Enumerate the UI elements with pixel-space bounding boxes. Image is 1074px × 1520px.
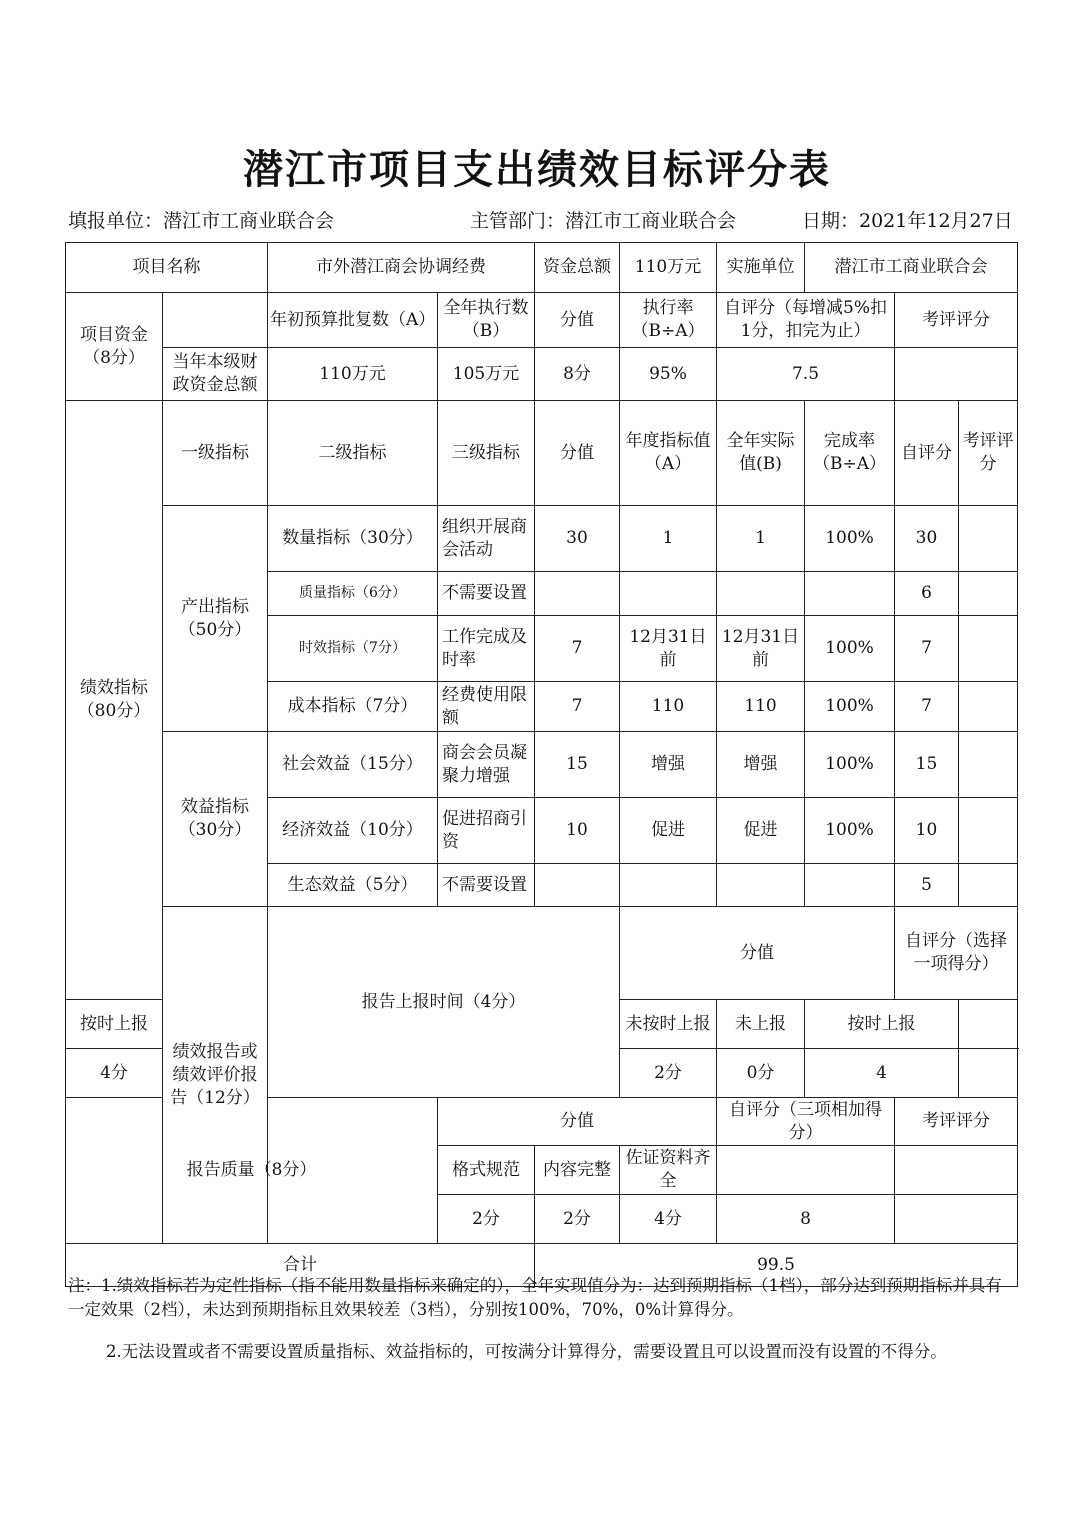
report-option-late: 未按时上报 — [620, 1000, 717, 1049]
indicator-score: 7 — [535, 682, 620, 732]
indicator-row — [66, 506, 1018, 572]
indicator-review — [959, 616, 1018, 682]
reporting-unit: 填报单位：潜江市工商业联合会 — [68, 210, 335, 232]
indicator-score: 15 — [535, 732, 620, 798]
impl-unit: 潜江市工商业联合会 — [805, 243, 1018, 293]
report-value-none: 0分 — [717, 1049, 805, 1098]
indicator-self: 10 — [895, 798, 959, 864]
indicator-row — [66, 732, 1018, 798]
indicator-score: 30 — [535, 506, 620, 572]
funds-score: 8分 — [535, 348, 620, 401]
indicator-rate: 100% — [805, 506, 895, 572]
quality-review-cell — [895, 1146, 1018, 1195]
indicator-score: 10 — [535, 798, 620, 864]
funds-label: 项目资金（8分） — [66, 293, 163, 401]
project-name-label: 项目名称 — [66, 243, 268, 293]
funds-blank — [163, 293, 268, 348]
funds-self-header: 自评分（每增减5%扣1分，扣完为止） — [717, 293, 895, 348]
funds-self-score: 7.5 — [717, 348, 895, 401]
quality-item-content: 内容完整 — [535, 1146, 620, 1195]
indicator-level3: 不需要设置 — [438, 864, 535, 907]
exec-rate: 95% — [620, 348, 717, 401]
report-time-self-score: 4 — [805, 1049, 959, 1098]
indicator-score — [535, 572, 620, 616]
budget-value: 110万元 — [268, 348, 438, 401]
indicator-level3: 工作完成及时率 — [438, 616, 535, 682]
indicator-actual: 增强 — [717, 732, 805, 798]
quality-self-score: 8 — [717, 1195, 895, 1244]
indicator-target — [620, 572, 717, 616]
exec-value: 105万元 — [438, 348, 535, 401]
indicator-level3: 经费使用限额 — [438, 682, 535, 732]
completion-header: 完成率（B÷A） — [805, 401, 895, 506]
indicator-score — [535, 864, 620, 907]
indicator-rate — [805, 572, 895, 616]
perf-review-header: 考评评分 — [959, 401, 1018, 506]
supervising-department: 主管部门：潜江市工商业联合会 — [470, 210, 737, 232]
indicator-level2: 成本指标（7分） — [268, 682, 438, 732]
indicator-target: 1 — [620, 506, 717, 572]
indicator-score: 7 — [535, 616, 620, 682]
indicator-level2: 生态效益（5分） — [268, 864, 438, 907]
indicator-level2: 经济效益（10分） — [268, 798, 438, 864]
report-time-review-cell — [959, 1000, 1018, 1049]
fund-total: 110万元 — [620, 243, 717, 293]
indicator-rate: 100% — [805, 798, 895, 864]
report-time-self-header: 自评分（选择一项得分） — [895, 907, 1018, 1000]
target-header: 年度指标值（A） — [620, 401, 717, 506]
exec-header: 全年执行数（B） — [438, 293, 535, 348]
report-label: 绩效报告或绩效评价报告（12分） — [163, 907, 268, 1244]
perf-score-header: 分值 — [535, 401, 620, 506]
indicator-level2: 社会效益（15分） — [268, 732, 438, 798]
indicator-rate: 100% — [805, 732, 895, 798]
notes — [68, 1274, 1008, 1364]
indicator-rate: 100% — [805, 616, 895, 682]
benefit-label: 效益指标（30分） — [163, 732, 268, 907]
report-time-score-header: 分值 — [620, 907, 895, 1000]
indicator-review — [959, 682, 1018, 732]
report-time-self-choice: 按时上报 — [805, 1000, 959, 1049]
project-name: 市外潜江商会协调经费 — [268, 243, 535, 293]
note-2: 2.无法设置或者不需要设置质量指标、效益指标的，可按满分计算得分，需要设置且可以设置而没有设置的不得分。 — [106, 1342, 947, 1361]
perf-self-header: 自评分 — [895, 401, 959, 506]
indicator-target: 促进 — [620, 798, 717, 864]
indicator-self: 7 — [895, 616, 959, 682]
indicator-level3: 组织开展商会活动 — [438, 506, 535, 572]
indicator-self: 6 — [895, 572, 959, 616]
indicator-target: 增强 — [620, 732, 717, 798]
report-option-none: 未上报 — [717, 1000, 805, 1049]
indicator-level2: 时效指标（7分） — [268, 616, 438, 682]
indicator-actual — [717, 572, 805, 616]
indicator-target — [620, 864, 717, 907]
indicator-review — [959, 864, 1018, 907]
score-table — [65, 242, 1018, 1287]
funds-row-label: 当年本级财政资金总额 — [163, 348, 268, 401]
report-quality-score-header: 分值 — [438, 1098, 717, 1146]
indicator-actual: 12月31日前 — [717, 616, 805, 682]
quality-value-evidence: 4分 — [620, 1195, 717, 1244]
indicator-level2: 质量指标（6分） — [268, 572, 438, 616]
indicator-review — [959, 506, 1018, 572]
level1-header: 一级指标 — [163, 401, 268, 506]
quality-item-evidence: 佐证资料齐全 — [620, 1146, 717, 1195]
fund-total-label: 资金总额 — [535, 243, 620, 293]
total-label: 合计 — [66, 1244, 535, 1287]
report-time-review-score — [959, 1049, 1018, 1098]
perf-header-row — [66, 401, 1018, 506]
quality-value-content: 2分 — [535, 1195, 620, 1244]
total-value: 99.5 — [535, 1244, 1018, 1287]
indicator-actual: 110 — [717, 682, 805, 732]
indicator-review — [959, 798, 1018, 864]
quality-value-format: 2分 — [438, 1195, 535, 1244]
report-value-late: 2分 — [620, 1049, 717, 1098]
indicator-level3: 不需要设置 — [438, 572, 535, 616]
indicator-level2: 数量指标（30分） — [268, 506, 438, 572]
funds-review-score — [895, 348, 1018, 401]
report-quality-self-header: 自评分（三项相加得分） — [717, 1098, 895, 1146]
indicator-self: 5 — [895, 864, 959, 907]
note-1: 注：1.绩效指标若为定性指标（指不能用数量指标来确定的），全年实现值分为：达到预期指标（1档），部分达到预期指标并具有一定效果（2档），未达到预期指标且效果较差（3档），分别按100%，70%，0%计算得分。 — [68, 1276, 1002, 1319]
indicator-self: 15 — [895, 732, 959, 798]
level3-header: 三级指标 — [438, 401, 535, 506]
perf-label: 绩效指标（80分） — [66, 401, 163, 1000]
report-quality-label: 报告质量（8分） — [66, 1098, 438, 1244]
indicator-level3: 商会会员凝聚力增强 — [438, 732, 535, 798]
quality-self-cell — [717, 1146, 895, 1195]
funds-header-row — [66, 293, 1018, 348]
indicator-target: 12月31日前 — [620, 616, 717, 682]
indicator-target: 110 — [620, 682, 717, 732]
report-quality-review-header: 考评评分 — [895, 1098, 1018, 1146]
report-value-on-time: 4分 — [66, 1049, 163, 1098]
indicator-level3: 促进招商引资 — [438, 798, 535, 864]
budget-header: 年初预算批复数（A） — [268, 293, 438, 348]
impl-unit-label: 实施单位 — [717, 243, 805, 293]
quality-review-score — [895, 1195, 1018, 1244]
output-label: 产出指标（50分） — [163, 506, 268, 732]
exec-rate-header: 执行率（B÷A） — [620, 293, 717, 348]
project-row — [66, 243, 1018, 293]
funds-data-row — [66, 348, 1018, 401]
indicator-actual: 1 — [717, 506, 805, 572]
indicator-review — [959, 732, 1018, 798]
indicator-actual: 促进 — [717, 798, 805, 864]
report-time-header-row — [66, 907, 1018, 1000]
indicator-actual — [717, 864, 805, 907]
indicator-self: 7 — [895, 682, 959, 732]
indicator-rate — [805, 864, 895, 907]
funds-score-header: 分值 — [535, 293, 620, 348]
actual-header: 全年实际值(B) — [717, 401, 805, 506]
quality-item-format: 格式规范 — [438, 1146, 535, 1195]
report-date: 日期：2021年12月27日 — [802, 210, 1013, 232]
report-option-on-time: 按时上报 — [66, 1000, 163, 1049]
funds-review-header: 考评评分 — [895, 293, 1018, 348]
indicator-self: 30 — [895, 506, 959, 572]
page-title: 潜江市项目支出绩效目标评分表 — [243, 146, 831, 193]
indicator-rate: 100% — [805, 682, 895, 732]
level2-header: 二级指标 — [268, 401, 438, 506]
report-time-label: 报告上报时间（4分） — [268, 907, 620, 1098]
indicator-review — [959, 572, 1018, 616]
